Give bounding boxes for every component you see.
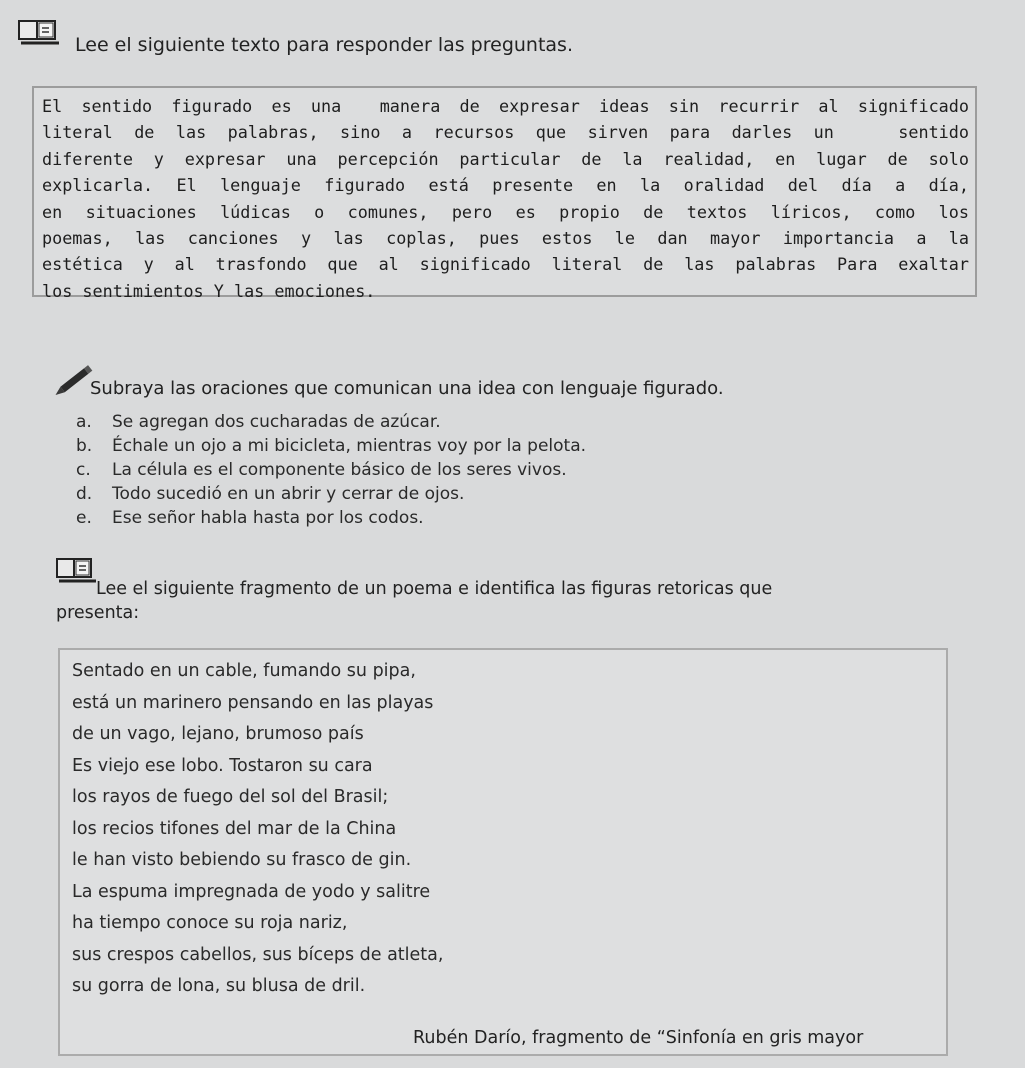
passage-line: explicarla. El lenguaje figurado está presente en la oralidad del día a día, bbox=[42, 175, 969, 196]
option-e[interactable] bbox=[76, 506, 586, 530]
poem-line: los rayos de fuego del sol del Brasil; bbox=[72, 787, 389, 807]
option-text: Se agregan dos cucharadas de azúcar. bbox=[112, 412, 441, 432]
passage-line: estética y al trasfondo que al significado literal de las palabras Para exaltar bbox=[42, 254, 969, 275]
poem-line: su gorra de lona, su blusa de dril. bbox=[72, 976, 366, 996]
poem-line: le han visto bebiendo su frasco de gin. bbox=[72, 850, 412, 870]
book-icon bbox=[18, 20, 60, 46]
exercise2-instruction-line2: presenta: bbox=[56, 603, 140, 623]
option-b[interactable] bbox=[76, 434, 586, 458]
passage-line: poemas, las canciones y las coplas, pues estos le dan mayor importancia a la bbox=[42, 228, 969, 249]
passage-line: El sentido figurado es una manera de expresar ideas sin recurrir al significado bbox=[42, 96, 969, 116]
options-list bbox=[76, 410, 586, 530]
poem-line: La espuma impregnada de yodo y salitre bbox=[72, 881, 431, 902]
option-c[interactable] bbox=[76, 458, 586, 482]
poem-line: de un vago, lejano, brumoso país bbox=[72, 724, 364, 744]
passage-line: literal de las palabras, sino a recursos que sirven para darles un sentido bbox=[42, 122, 969, 143]
passage-line: los sentimientos Y las emociones. bbox=[42, 280, 376, 301]
poem-line: está un marinero pensando en las playas bbox=[72, 692, 434, 713]
option-text: Ese señor habla hasta por los codos. bbox=[112, 508, 424, 528]
poem-line: Sentado en un cable, fumando su pipa, bbox=[72, 661, 416, 681]
poem-line: Es viejo ese lobo. Tostaron su cara bbox=[72, 755, 373, 776]
poem-line: los recios tifones del mar de la China bbox=[72, 818, 397, 839]
option-letter: c. bbox=[76, 460, 91, 480]
option-letter: b. bbox=[76, 436, 93, 456]
passage-line: en situaciones lúdicas o comunes, pero es propio de textos líricos, como los bbox=[42, 201, 969, 222]
reading-instruction: Lee el siguiente texto para responder las preguntas. bbox=[75, 34, 573, 56]
option-text: La célula es el componente básico de los seres vivos. bbox=[112, 460, 567, 480]
poem-attribution: Rubén Darío, fragmento de “Sinfonía en gris mayor bbox=[413, 1028, 864, 1048]
poem-lines bbox=[72, 656, 443, 1003]
passage-box bbox=[32, 86, 977, 301]
poem-line: ha tiempo conoce su roja nariz, bbox=[72, 913, 348, 933]
option-letter: e. bbox=[76, 508, 92, 528]
exercise1-instruction: Subraya las oraciones que comunican una idea con lenguaje figurado. bbox=[90, 378, 724, 399]
exercise2-instruction bbox=[56, 577, 916, 625]
option-d[interactable] bbox=[76, 482, 586, 506]
exercise2-instruction-line1: Lee el siguiente fragmento de un poema e identifica las figuras retoricas que bbox=[96, 579, 773, 599]
poem-line: sus crespos cabellos, sus bíceps de atleta, bbox=[72, 944, 444, 965]
passage-line: diferente y expresar una percepción particular de la realidad, en lugar de solo bbox=[42, 148, 969, 169]
option-a[interactable] bbox=[76, 410, 586, 434]
option-text: Échale un ojo a mi bicicleta, mientras voy por la pelota. bbox=[112, 436, 587, 456]
option-letter: a. bbox=[76, 412, 92, 432]
option-text: Todo sucedió en un abrir y cerrar de ojos. bbox=[112, 484, 465, 504]
option-letter: d. bbox=[76, 484, 93, 504]
